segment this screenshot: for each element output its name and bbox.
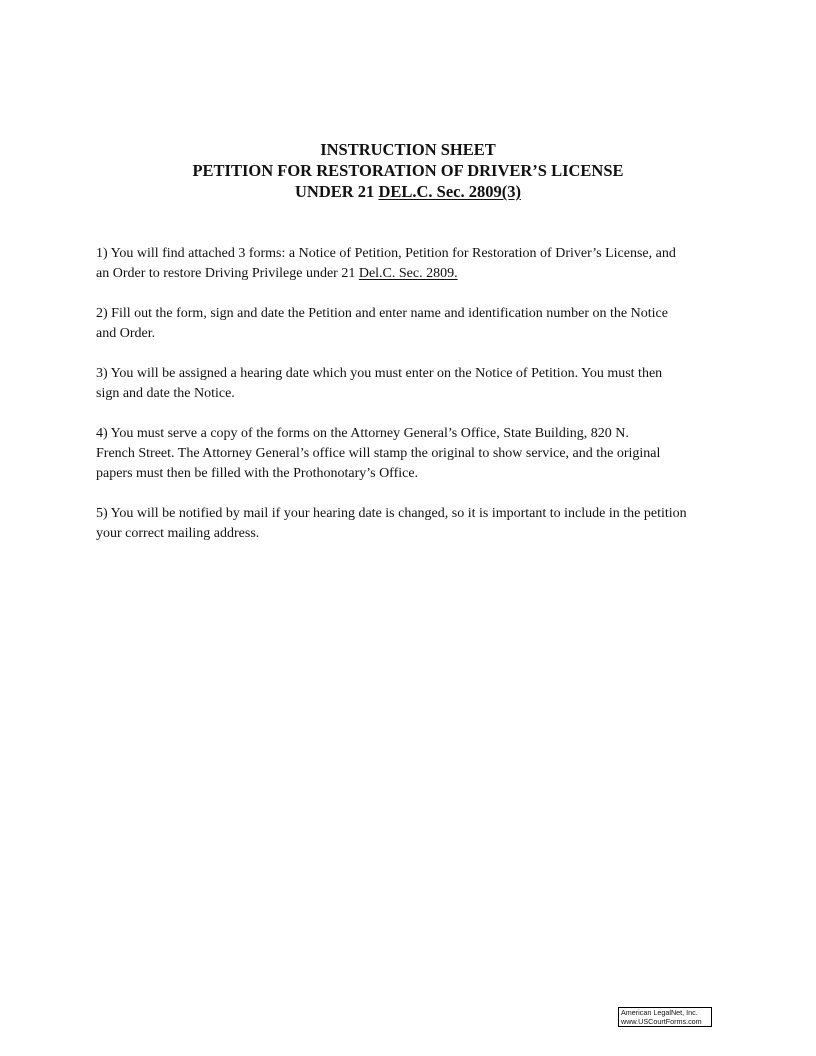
instruction-line: 5) You will be notified by mail if your hearing date is changed, so it is important to include in the petition <box>96 506 687 521</box>
statute-reference: DEL.C. Sec. 2809(3) <box>378 182 521 201</box>
publisher-stamp <box>618 1007 712 1027</box>
document-subtitle: PETITION FOR RESTORATION OF DRIVER’S LICENSE <box>192 161 624 180</box>
instruction-line <box>96 264 732 284</box>
document-header <box>0 139 816 202</box>
instruction-line: your correct mailing address. <box>96 526 260 541</box>
instruction-line: 2) Fill out the form, sign and date the Petition and enter name and identification number on the Notice <box>96 306 668 321</box>
instruction-item-5 <box>96 504 732 544</box>
statute-prefix: UNDER 21 <box>295 182 379 201</box>
publisher-name: American LegalNet, Inc. <box>621 1008 698 1017</box>
instruction-line-text: an Order to restore Driving Privilege under 21 <box>96 266 359 281</box>
instruction-line: papers must then be filled with the Prothonotary’s Office. <box>96 466 419 481</box>
instruction-item-2 <box>96 304 732 344</box>
publisher-website: www.USCourtForms.com <box>621 1017 702 1026</box>
instruction-list <box>96 244 732 564</box>
instruction-line: 4) You must serve a copy of the forms on the Attorney General’s Office, State Building, 820 N. <box>96 426 629 441</box>
instruction-line: 1) You will find attached 3 forms: a Notice of Petition, Petition for Restoration of Driver’s License, and <box>96 246 676 261</box>
instruction-line: 3) You will be assigned a hearing date which you must enter on the Notice of Petition. You must then <box>96 366 663 381</box>
document-title: INSTRUCTION SHEET <box>320 140 496 159</box>
instruction-line: French Street. The Attorney General’s office will stamp the original to show service, and the original <box>96 446 661 461</box>
instruction-item-3 <box>96 364 732 404</box>
instruction-item-1 <box>96 244 732 284</box>
instruction-line: and Order. <box>96 326 156 341</box>
instruction-item-4 <box>96 424 732 484</box>
statute-reference-inline: Del.C. Sec. 2809. <box>358 266 458 281</box>
statute-line <box>0 181 816 202</box>
instruction-line: sign and date the Notice. <box>96 386 235 401</box>
